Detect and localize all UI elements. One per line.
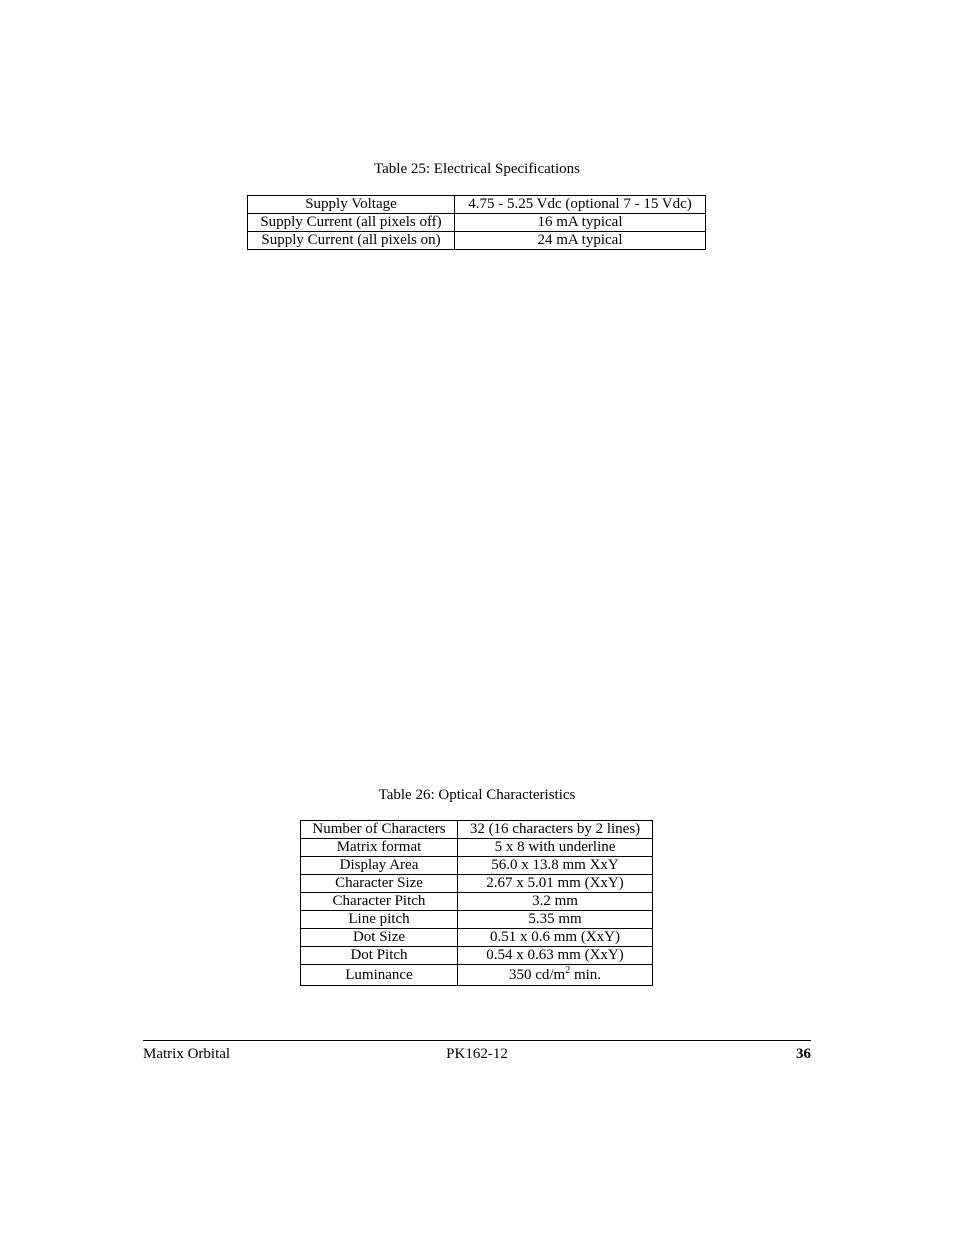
footer-company: Matrix Orbital — [143, 1046, 231, 1062]
table-row — [301, 839, 653, 857]
row-value — [458, 965, 653, 986]
superscript-exponent: 2 — [565, 964, 571, 976]
table-row — [248, 214, 706, 232]
luminance-value: 350 cd/m — [508, 966, 566, 983]
table-row — [301, 857, 653, 875]
row-value: 3.2 mm — [458, 893, 653, 911]
row-value: 32 (16 characters by 2 lines) — [458, 821, 653, 839]
row-label: Luminance — [301, 965, 458, 986]
row-label: Supply Current (all pixels on) — [248, 232, 455, 250]
row-label: Line pitch — [301, 911, 458, 929]
row-value: 0.51 x 0.6 mm (XxY) — [458, 929, 653, 947]
footer-model: PK162-12 — [446, 1046, 508, 1062]
row-label: Supply Voltage — [248, 196, 455, 214]
table-26-caption: Table 26: Optical Characteristics — [378, 787, 576, 803]
table-row — [301, 947, 653, 965]
row-value: 16 mA typical — [455, 214, 706, 232]
row-label: Display Area — [301, 857, 458, 875]
table-row — [301, 911, 653, 929]
table-row — [301, 965, 653, 986]
row-value: 4.75 - 5.25 Vdc (optional 7 - 15 Vdc) — [455, 196, 706, 214]
table-row — [301, 821, 653, 839]
table-25-caption: Table 25: Electrical Specifications — [374, 161, 580, 177]
row-label: Character Pitch — [301, 893, 458, 911]
table-row — [301, 875, 653, 893]
electrical-specifications-table — [247, 195, 706, 250]
row-value: 5 x 8 with underline — [458, 839, 653, 857]
row-value: 2.67 x 5.01 mm (XxY) — [458, 875, 653, 893]
row-label: Character Size — [301, 875, 458, 893]
footer-divider — [143, 1040, 811, 1041]
row-value: 5.35 mm — [458, 911, 653, 929]
optical-characteristics-table — [300, 820, 653, 986]
row-value: 56.0 x 13.8 mm XxY — [458, 857, 653, 875]
row-value: 24 mA typical — [455, 232, 706, 250]
row-label: Dot Size — [301, 929, 458, 947]
table-row — [248, 196, 706, 214]
row-value: 0.54 x 0.63 mm (XxY) — [458, 947, 653, 965]
row-label: Number of Characters — [301, 821, 458, 839]
table-row — [248, 232, 706, 250]
luminance-suffix: min. — [570, 966, 602, 983]
row-label: Dot Pitch — [301, 947, 458, 965]
row-label: Supply Current (all pixels off) — [248, 214, 455, 232]
page-number: 36 — [796, 1046, 811, 1062]
table-row — [301, 893, 653, 911]
row-label: Matrix format — [301, 839, 458, 857]
table-row — [301, 929, 653, 947]
